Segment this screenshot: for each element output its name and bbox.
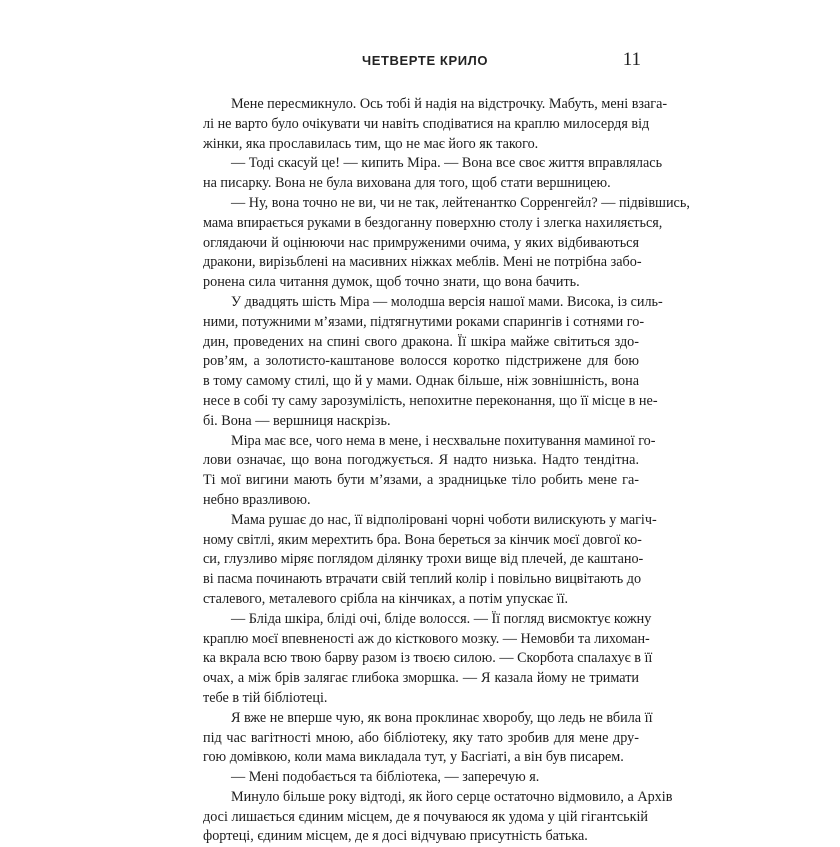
text-line: мама впирається руками в бездоганну поверхню столу і злегка нахиляється, <box>203 214 663 231</box>
text-line: си, глузливо міряє поглядом ділянку трохи вище від плечей, де каштано- <box>203 551 644 568</box>
text-line: ному світлі, яким мерехтить бра. Вона береться за кінчик моєї довгої ко- <box>203 531 642 548</box>
text-line: Мама рушає до нас, її відполіровані чорні чоботи вилискують у магіч- <box>231 511 657 528</box>
text-line: фортеці, єдиним місцем, де я досі відчуваю присутність батька. <box>203 828 588 845</box>
text-line: лі не варто було очікувати чи навіть сподіватися на краплю милосердя від <box>203 115 650 132</box>
text-line: Мене пересмикнуло. Ось тобі й надія на відстрочку. Мабуть, мені взага- <box>231 96 668 112</box>
text-line: ними, потужними м’язами, підтягнутими роками спарингів і сотнями го- <box>203 313 645 330</box>
text-line: ві пасма починають втрачати свій теплий колір і повільно вицвітають до <box>203 571 642 588</box>
text-line: бі. Вона — вершниця наскрізь. <box>203 412 391 429</box>
text-line: дракони, вирізьблені на масивних ніжках меблів. Мені не потрібна забо- <box>203 254 642 271</box>
text-line: тебе в тій бібліотеці. <box>203 689 328 706</box>
text-line: У двадцять шість Міра — молодша версія нашої мами. Висока, із силь- <box>231 293 663 310</box>
text-line: небно вразливою. <box>203 491 311 508</box>
text-line: ка вкрала всю твою барву разом із твоєю силою. — Скорбота спалахує в її <box>203 650 653 667</box>
text-line: Я вже не вперше чую, як вона проклинає хворобу, що ледь не вбила її <box>231 709 653 726</box>
text-line: сталевого, металевого срібла на кінчиках, а потім упускає її. <box>203 590 569 607</box>
text-line: краплю моєї впевненості аж до кісткового мозку. — Немовби та лихоман- <box>203 630 650 647</box>
text-line: Ті мої вигини мають бути м’язами, а зрадницьке тіло робить мене га- <box>203 472 639 489</box>
text-line: очах, а між брів залягає глибока зморшка. — Я казала йому не тримати <box>203 670 639 687</box>
text-line: — Мені подобається та бібліотека, — заперечую я. <box>231 769 540 786</box>
page-number: 11 <box>622 49 641 70</box>
text-line: Міра має все, чого нема в мене, і несхвальне похитування маминої го- <box>231 432 656 449</box>
text-line: Минуло більше року відтоді, як його серце остаточно відмовило, а Архів <box>231 788 673 805</box>
running-head <box>200 49 645 73</box>
text-line: — Тоді скасуй це! — кипить Міра. — Вона все своє життя вправлялась <box>231 155 663 172</box>
text-line: гою домівкою, коли мама викладала тут, у Басгіаті, а він був писарем. <box>203 749 624 766</box>
text-line: ронена сила читання думок, щоб точно знати, що вона бачить. <box>203 274 580 291</box>
text-line: в тому самому стилі, що й у мами. Однак більше, ніж зовнішність, вона <box>203 373 639 390</box>
text-line: під час вагітності мною, або бібліотеку, яку тато зробив для мене дру- <box>203 729 639 746</box>
text-line: ров’ям, а золотисто-каштанове волосся коротко підстрижене для бою <box>203 353 639 370</box>
text-line: — Ну, вона точно не ви, чи не так, лейтенантко Сорренгейл? — підвівшись, <box>231 194 690 211</box>
text-line: дин, проведених на спині свого дракона. Її шкіра майже світиться здо- <box>203 333 639 350</box>
text-line: лови означає, що вона погоджується. Я надто низька. Надто тендітна. <box>203 452 639 469</box>
text-line: жінки, яка прославилась тим, що не має його як такого. <box>203 135 539 152</box>
running-title: ЧЕТВЕРТЕ КРИЛО <box>362 53 489 68</box>
text-line: — Бліда шкіра, бліді очі, бліде волосся. — Її погляд висмоктує кожну <box>231 610 652 627</box>
body-text <box>203 95 690 847</box>
text-line: на писарку. Вона не була вихована для того, щоб стати вершницею. <box>203 175 611 192</box>
text-line: досі лишається єдиним місцем, де я почуваюся як удома у цій гігантській <box>203 808 649 825</box>
text-line: несе в собі ту саму зарозумілість, непохитне переконання, що її місце в не- <box>203 392 658 409</box>
text-line: оглядаючи й оцінюючи нас примруженими очима, у яких відбиваються <box>203 234 639 251</box>
